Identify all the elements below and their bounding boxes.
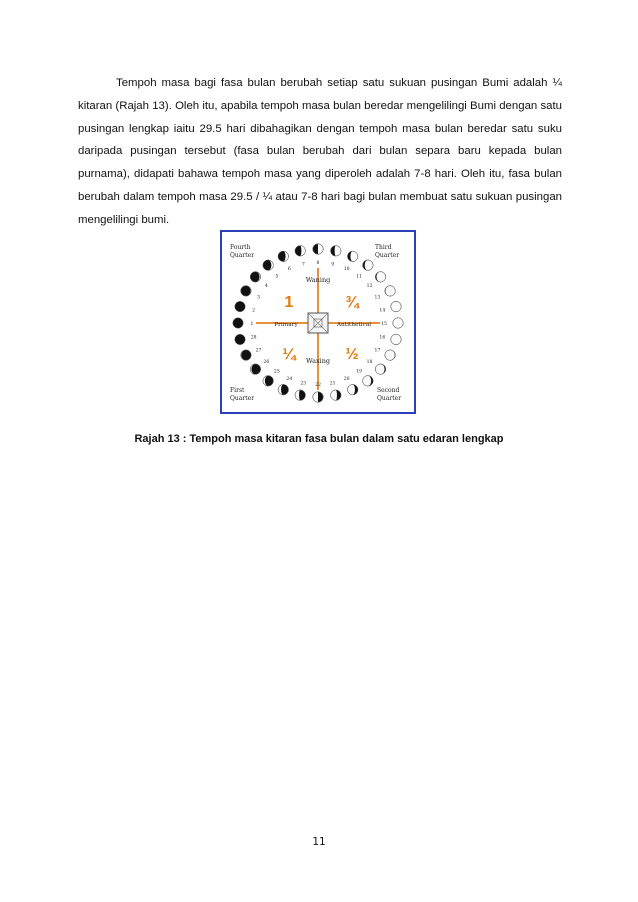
label-first-quarter-1: First	[230, 387, 245, 394]
moon-phase-26	[250, 364, 260, 374]
moon-phase-7	[295, 246, 305, 256]
day-number-22: 22	[315, 383, 321, 388]
quadrant-three-quarter: ¾	[345, 294, 359, 311]
moon-phase-1	[233, 318, 243, 328]
day-number-15: 15	[381, 322, 387, 327]
day-number-4: 4	[264, 283, 268, 289]
day-number-2: 2	[252, 308, 256, 314]
moon-phase-5	[263, 260, 273, 270]
label-third-quarter-1: Third	[375, 244, 392, 251]
moon-phase-11	[363, 260, 373, 270]
day-number-21: 21	[329, 381, 336, 387]
moon-phase-15	[393, 318, 403, 328]
moon-phase-27	[241, 350, 251, 360]
moon-phase-9	[331, 246, 341, 256]
day-number-9: 9	[331, 262, 335, 268]
figure-caption: Rajah 13 : Tempoh masa kitaran fasa bulan dalam satu edaran lengkap	[134, 433, 504, 445]
moon-phase-25	[263, 376, 273, 386]
moon-phase-23	[295, 390, 305, 400]
moon-phase-6	[278, 251, 288, 261]
day-number-26: 26	[263, 360, 270, 366]
moon-phase-12	[375, 272, 385, 282]
day-number-10: 10	[343, 267, 350, 273]
day-number-25: 25	[273, 369, 280, 375]
label-fourth-quarter-1: Fourth	[230, 244, 251, 251]
moon-phase-8	[313, 244, 323, 254]
label-primary: Primary	[274, 322, 298, 328]
body-paragraph	[78, 72, 562, 232]
day-number-8: 8	[316, 261, 320, 266]
label-waning: Waning	[305, 276, 331, 284]
quadrant-quarter: ¼	[282, 346, 296, 363]
day-number-14: 14	[379, 308, 386, 314]
day-number-7: 7	[301, 262, 305, 268]
label-second-quarter-1: Second	[377, 387, 400, 394]
moon-phase-28	[235, 334, 245, 344]
day-number-16: 16	[379, 335, 386, 341]
day-number-23: 23	[300, 381, 307, 387]
day-number-24: 24	[286, 376, 293, 382]
day-number-11: 11	[356, 274, 363, 280]
label-second-quarter-2: Quarter	[377, 395, 402, 402]
moon-phase-13	[385, 286, 395, 296]
moon-phase-18	[375, 364, 385, 374]
day-number-17: 17	[374, 348, 381, 354]
moon-phase-svg	[222, 232, 414, 412]
label-antithetical: Antithetical	[336, 322, 372, 328]
label-first-quarter-2: Quarter	[230, 395, 255, 402]
moon-phase-24	[278, 384, 288, 394]
day-number-20: 20	[343, 376, 350, 382]
moon-phase-21	[331, 390, 341, 400]
body-paragraph-text: Tempoh masa bagi fasa bulan berubah setiap satu sukuan pusingan Bumi adalah ¼ kitaran (Rajah 13). Oleh itu, apabila tempoh masa bulan beredar mengelilingi Bumi dengan satu pusingan lengkap iaitu 29.5 hari dibahagikan dengan tempoh masa bulan beredar satu suku daripada pusingan tersebut (fasa bulan berubah dari bulan separa baru kepada bulan purnama), didapati bahawa tempoh masa yang diperoleh adalah 7-8 hari. Oleh itu, fasa bulan berubah dalam tempoh masa 29.5 / ¼ atau 7-8 hari bagi bulan membuat satu sukuan pusingan mengelilingi bumi.	[78, 77, 562, 226]
moon-phase-20	[348, 384, 358, 394]
moon-phase-3	[241, 286, 251, 296]
label-third-quarter-2: Quarter	[375, 252, 400, 259]
moon-phase-10	[348, 251, 358, 261]
day-number-18: 18	[366, 360, 373, 366]
page-number: 11	[312, 836, 326, 848]
day-number-5: 5	[275, 274, 279, 280]
moon-phase-16	[391, 334, 401, 344]
day-number-27: 27	[255, 348, 262, 354]
day-number-28: 28	[250, 335, 257, 341]
day-number-3: 3	[257, 295, 261, 301]
day-number-1: 1	[250, 322, 254, 327]
quadrant-half: ½	[345, 346, 359, 363]
moon-phase-diagram	[220, 230, 416, 414]
moon-phase-19	[363, 376, 373, 386]
day-number-19: 19	[356, 369, 363, 375]
moon-phase-14	[391, 301, 401, 311]
moon-phase-22	[313, 392, 323, 402]
moon-phase-17	[385, 350, 395, 360]
quadrant-1: 1	[284, 294, 294, 311]
label-waxing: Waxing	[305, 357, 331, 365]
moon-phase-2	[235, 301, 245, 311]
label-fourth-quarter-2: Quarter	[230, 252, 255, 259]
day-number-13: 13	[374, 295, 381, 301]
moon-phase-4	[250, 272, 260, 282]
day-number-12: 12	[366, 283, 373, 289]
day-number-6: 6	[287, 267, 291, 273]
